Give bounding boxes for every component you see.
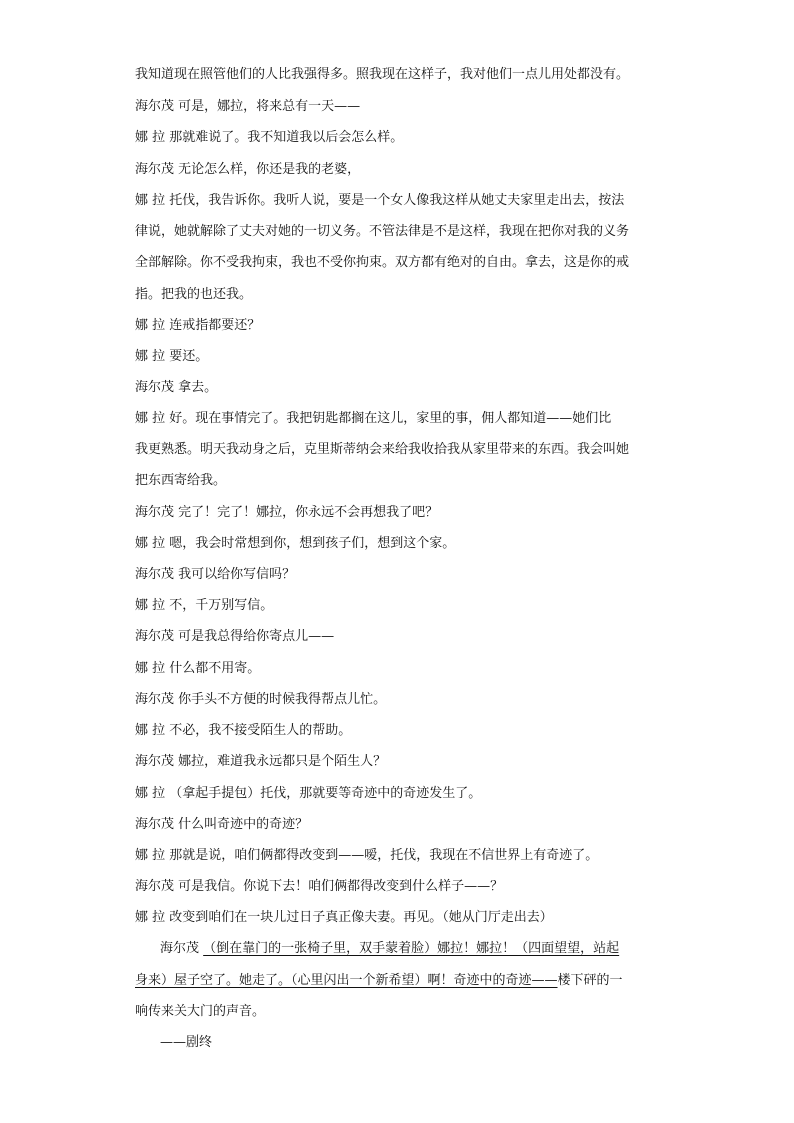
dialogue-line: 娜 拉 要还。 — [135, 349, 209, 364]
text-segment: 楼下砰的一 — [557, 973, 623, 988]
final-speaker: 海尔茂 — [160, 941, 200, 956]
ending-mark: ——剧终 — [160, 1035, 213, 1050]
dialogue-line: 海尔茂 无论怎么样，你还是我的老婆， — [135, 162, 361, 177]
final-stage-direction-line-1 — [160, 940, 619, 958]
dialogue-line: 娜 拉 改变到咱们在一块儿过日子真正像夫妻。再见。（她从门厅走出去） — [135, 910, 553, 925]
text-line: 全部解除。你不受我拘束，我也不受你拘束。双方都有绝对的自由。拿去，这是你的戒 — [135, 255, 630, 270]
dialogue-line: 娜 拉 那就是说，咱们俩都得改变到——嗳，托伐，我现在不信世界上有奇迹了。 — [135, 848, 599, 863]
text-line: 我知道现在照管他们的人比我强得多。照我现在这样子，我对他们一点儿用处都没有。 — [135, 67, 630, 82]
dialogue-line: 海尔茂 拿去。 — [135, 380, 218, 395]
dialogue-line: 海尔茂 完了！完了！娜拉，你永远不会再想我了吧？ — [135, 505, 439, 520]
dialogue-line: 海尔茂 娜拉，难道我永远都只是个陌生人？ — [135, 754, 387, 769]
dialogue-line: 娜 拉 不必，我不接受陌生人的帮助。 — [135, 723, 352, 738]
text-line: 律说，她就解除了丈夫对她的一切义务。不管法律是不是这样，我现在把你对我的义务 — [135, 224, 630, 239]
dialogue-line: 娜 拉 嗯，我会时常想到你，想到孩子们，想到这个家。 — [135, 536, 456, 551]
text-line: 把东西寄给我。 — [135, 473, 227, 488]
dialogue-line: 娜 拉 连戒指都要还？ — [135, 318, 261, 333]
dialogue-line: 海尔茂 我可以给你写信吗？ — [135, 567, 296, 582]
dialogue-line: 海尔茂 可是，娜拉，将来总有一天—— — [135, 99, 361, 114]
dialogue-line: 海尔茂 什么叫奇迹中的奇迹？ — [135, 817, 309, 832]
dialogue-line: 海尔茂 你手头不方便的时候我得帮点儿忙。 — [135, 692, 387, 707]
dialogue-line: 海尔茂 可是我信。你说下去！咱们俩都得改变到什么样子——？ — [135, 879, 504, 894]
underlined-text: （倒在靠门的一张椅子里，双手蒙着脸）娜拉！娜拉！（四面望望，站起 — [203, 941, 620, 956]
dialogue-line: 海尔茂 可是我总得给你寄点儿—— — [135, 629, 335, 644]
dialogue-line: 娜 拉 好。现在事情完了。我把钥匙都搁在这儿，家里的事，佣人都知道——她们比 — [135, 411, 612, 426]
dialogue-line: 娜 拉 托伐，我告诉你。我听人说，要是一个女人像我这样从她丈夫家里走出去，按法 — [135, 193, 625, 208]
dialogue-line: 娜 拉 那就难说了。我不知道我以后会怎么样。 — [135, 130, 404, 145]
text-line: 我更熟悉。明天我动身之后，克里斯蒂纳会来给我收拾我从家里带来的东西。我会叫她 — [135, 442, 630, 457]
dialogue-line: 娜 拉 什么都不用寄。 — [135, 661, 261, 676]
dialogue-line: 娜 拉 不，千万别写信。 — [135, 598, 274, 613]
dialogue-line: 娜 拉 （拿起手提包）托伐，那就要等奇迹中的奇迹发生了。 — [135, 786, 482, 801]
underlined-text: 身来）屋子空了。她走了。（心里闪出一个新希望）啊！奇迹中的奇迹—— — [135, 973, 558, 988]
final-stage-direction-line-2 — [135, 972, 623, 990]
text-line: 指。把我的也还我。 — [135, 287, 253, 302]
final-stage-direction-line-3: 响传来关大门的声音。 — [135, 1004, 266, 1019]
